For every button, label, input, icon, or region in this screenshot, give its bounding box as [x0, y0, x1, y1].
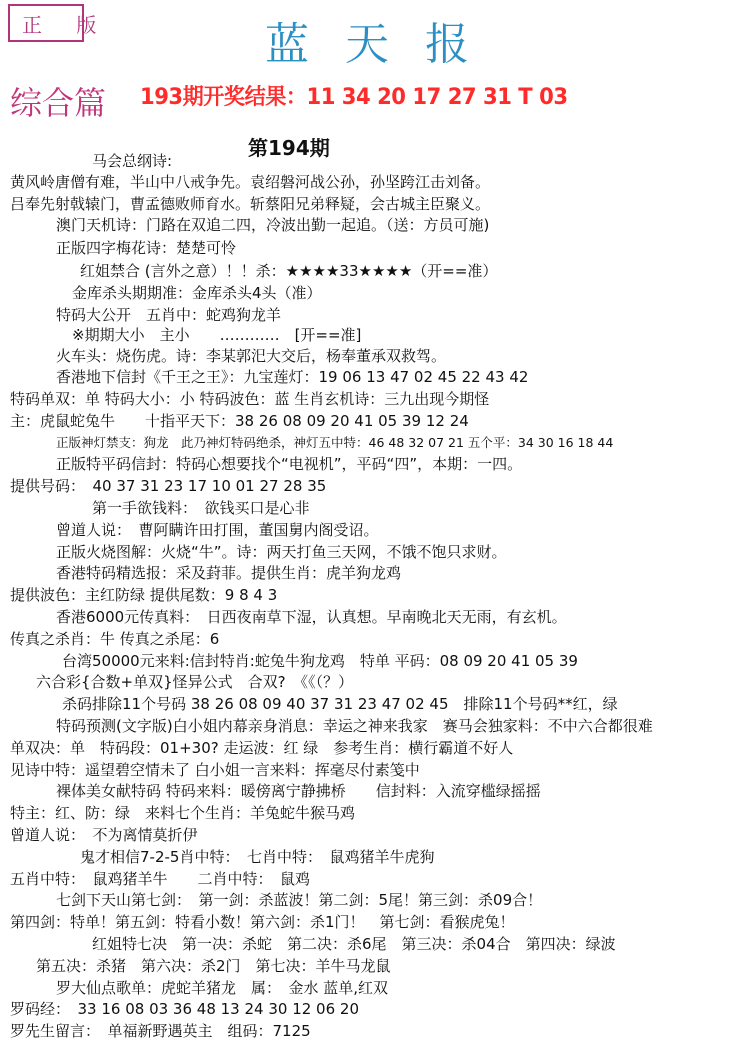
- content-line: 特主：红、防：绿 来料七个生肖：羊兔蛇牛猴马鸡: [10, 804, 356, 822]
- content-line: 黄风岭唐僧有难，半山中八戒争先。袁绍磐河战公孙，孙坚跨江击刘备。: [10, 173, 491, 191]
- content-line: 正版四字梅花诗：楚楚可怜: [56, 239, 237, 257]
- content-line: 红姐禁合 (言外之意）！！杀：★★★★33★★★★（开==准）: [80, 262, 498, 280]
- content-line: 特码预测(文字版)白小姐内幕亲身消息：幸运之神来我家 赛马会独家料：不中六合都很难: [56, 717, 653, 735]
- content-line: 裸体美女献特码 特码来料：暖傍离宁静拂桥 信封料：入流穿槛绿摇摇: [56, 782, 541, 800]
- content-line: 主：虎鼠蛇兔牛 十指平天下：38 26 08 09 20 41 05 39 12 24: [10, 412, 469, 430]
- content-line: 提供波色：主红防绿 提供尾数：9 8 4 3: [10, 586, 278, 604]
- content-line: 正版特平码信封：特码心想要找个“电视机”，平码“四”，本期：一四。: [56, 455, 523, 473]
- content-line: 金库杀头期期准：金库杀头4头（准）: [72, 284, 322, 302]
- content-line: 吕奉先射戟辕门，曹孟德败师育水。斩蔡阳兄弟释疑，会古城主臣聚义。: [10, 195, 491, 213]
- content-line: 特码大公开 五肖中：蛇鸡狗龙羊: [56, 306, 282, 324]
- content-line: 火车头：烧伤虎。诗：李某郭汜大交后，杨奉董承双救驾。: [56, 347, 447, 365]
- content-line: 杀码排除11个号码 38 26 08 09 40 37 31 23 47 02 45 排除11个号码**红，绿: [62, 695, 618, 713]
- content-line: 第一手欲钱料： 欲钱买口是心非: [92, 499, 310, 517]
- content-line: 六合彩{合数+单双}怪异公式 合双? 《《（？）: [36, 673, 354, 691]
- content-line: 红姐特七决 第一决：杀蛇 第二决：杀6尾 第三决：杀04合 第四决：绿波: [92, 935, 616, 953]
- draw-result: 193期开奖结果：11 34 20 17 27 31 T 03: [140, 85, 568, 110]
- content-line: 见诗中特：遥望碧空情未了 白小姐一言来料：挥毫尽付素笺中: [10, 761, 420, 779]
- content-line: ※期期大小 主小 ………… [开==准]: [72, 326, 362, 344]
- section-title: 综合篇: [10, 84, 107, 122]
- genuine-stamp: 正 版: [8, 4, 84, 42]
- content-line: 香港6000元传真料： 日西夜南草下湿，认真想。早南晚北天无雨，有玄机。: [56, 608, 567, 626]
- content-line: 七剑下天山第七剑： 第一剑：杀蓝波！第二剑：5尾！第三剑：杀09合！: [56, 891, 543, 909]
- content-line: 单双决：单 特码段：01+30? 走运波：红 绿 参考生肖：横行霸道不好人: [10, 739, 514, 757]
- content-line: 香港地下信封《千王之王》：九宝莲灯：19 06 13 47 02 45 22 43 42: [56, 368, 529, 386]
- issue-number: 第194期: [248, 136, 330, 160]
- content-line: 第五决：杀猪 第六决：杀2门 第七决：羊牛马龙鼠: [36, 957, 391, 975]
- page-title: 蓝天报: [265, 19, 505, 70]
- content-line: 马会总纲诗:: [92, 152, 173, 170]
- content-line: 罗码经： 33 16 08 03 36 48 13 24 30 12 06 20: [10, 1000, 359, 1018]
- content-line: 曾道人说： 不为离情莫折伊: [10, 826, 198, 844]
- content-line: 第四剑：特单！第五剑：特看小数！第六剑：杀1门！ 第七剑：看猴虎兔！: [10, 913, 515, 931]
- content-line: 台湾50000元来料:信封特肖:蛇兔牛狗龙鸡 特单 平码：08 09 20 41 05 39: [62, 652, 578, 670]
- content-line: 罗先生留言： 单福新野遇英主 组码：7125: [10, 1022, 311, 1040]
- content-line: 传真之杀肖：牛 传真之杀尾：6: [10, 630, 220, 648]
- content-line: 提供号码： 40 37 31 23 17 10 01 27 28 35: [10, 477, 327, 495]
- content-line: 正版火烧图解：火烧“牛”。诗：两天打鱼三天网，不饿不饱只求财。: [56, 543, 507, 561]
- content-line: 特码单双：单 特码大小：小 特码波色：蓝 生肖玄机诗：三九出现今期怪: [10, 390, 490, 408]
- content-line: 曾道人说： 曹阿瞒许田打围，董国舅内阁受诏。: [56, 521, 379, 539]
- content-line: 正版神灯禁支：狗龙 此乃神灯特码绝杀，神灯五中特：46 48 32 07 21 五个平：34 30 16 18 44: [56, 435, 614, 450]
- content-line: 罗大仙点歌单：虎蛇羊猪龙 属： 金水 蓝单,红双: [56, 979, 389, 997]
- content-line: 澳门天机诗：门路在双追二四，冷波出勤一起追。（送：方员可施): [56, 216, 490, 234]
- content-line: 五肖中特： 鼠鸡猪羊牛 二肖中特： 鼠鸡: [10, 870, 311, 888]
- content-line: 香港特码精选报：采及葑菲。提供生肖：虎羊狗龙鸡: [56, 564, 402, 582]
- content-line: 鬼才相信7-2-5肖中特： 七肖中特： 鼠鸡猪羊牛虎狗: [80, 848, 435, 866]
